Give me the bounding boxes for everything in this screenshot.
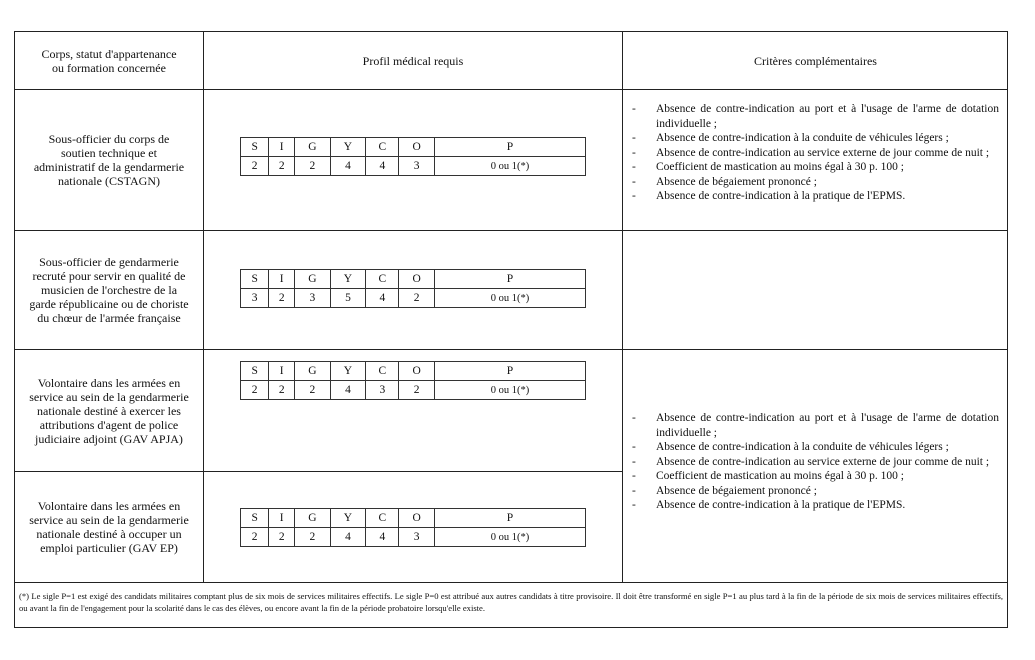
dash-marker: -: [632, 499, 636, 511]
profile-value: 4: [366, 289, 399, 308]
profile-value: 2: [269, 289, 295, 308]
profile-letter: Y: [330, 138, 366, 157]
dash-marker: -: [632, 132, 636, 144]
profile-value: 0 ou 1(*): [434, 528, 585, 547]
profile-value: 3: [295, 289, 331, 308]
profile-letter: P: [434, 270, 585, 289]
criteria-item: - Absence de contre-indication au port et à l'usage de l'arme de dotation individuelle ;: [632, 412, 999, 439]
col-divider: [203, 32, 204, 582]
dash-marker: -: [632, 441, 636, 453]
criteria-item: - Absence de contre-indication à la pratique de l'EPMS.: [632, 190, 906, 202]
profile-value: 4: [330, 381, 366, 400]
profile-value: 2: [269, 157, 295, 176]
profile-value: 0 ou 1(*): [434, 381, 585, 400]
row-label-musicien: Sous-officier de gendarmerie recruté pour servir en qualité de musicien de l'orchestre de la garde républicaine ou de choriste du chœur de l'armée française: [29, 255, 189, 325]
header-criteres: Critères complémentaires: [754, 53, 877, 68]
profile-letter: P: [434, 362, 585, 381]
criteria-item: - Absence de bégaiement prononcé ;: [632, 484, 817, 497]
header-corps: Corps, statut d'appartenance ou formation concernée: [41, 46, 177, 75]
profile-letter: S: [241, 509, 269, 528]
profile-letter: I: [269, 362, 295, 381]
profile-value: 3: [241, 289, 269, 308]
criteria-item: - Absence de contre-indication à la conduite de véhicules légers ;: [632, 441, 949, 453]
profile-value: 2: [241, 157, 269, 176]
criteria-item: - Coefficient de mastication au moins égal à 30 p. 100 ;: [632, 161, 904, 173]
criteria-item: - Absence de contre-indication au service externe de jour comme de nuit ;: [632, 455, 990, 468]
dash-marker: -: [632, 175, 636, 188]
col-divider: [622, 32, 623, 582]
profile-letter: O: [399, 362, 435, 381]
row-label-gav-apja: Volontaire dans les armées en service au sein de la gendarmerie nationale destiné à exercer les attributions d'agent de police judiciaire adjoint (GAV APJA): [29, 375, 189, 446]
dash-marker: -: [632, 190, 636, 202]
criteria-item: - Absence de contre-indication à la conduite de véhicules légers ;: [632, 132, 949, 144]
profile-value: 2: [399, 381, 435, 400]
profile-value: 2: [269, 528, 295, 547]
row-label-gav-ep: Volontaire dans les armées en service au sein de la gendarmerie nationale destiné à occuper un emploi particulier (GAV EP): [29, 499, 189, 555]
row-label-cstagn: Sous-officier du corps de soutien technique et administratif de la gendarmerie nationale (CSTAGN): [33, 132, 185, 188]
row-divider: [15, 582, 1007, 583]
criteria-item: - Absence de contre-indication au port et à l'usage de l'arme de dotation individuelle ;: [632, 103, 999, 130]
profile-letter: I: [269, 270, 295, 289]
profile-value: 0 ou 1(*): [434, 289, 585, 308]
profile-letter: G: [295, 270, 331, 289]
criteria-item: - Absence de contre-indication au service externe de jour comme de nuit ;: [632, 146, 990, 159]
profile-letter: Y: [330, 362, 366, 381]
profile-value: 2: [295, 381, 331, 400]
profile-value: 3: [399, 528, 435, 547]
profile-letter: S: [241, 138, 269, 157]
profile-value: 4: [366, 157, 399, 176]
criteria-item: - Absence de contre-indication à la pratique de l'EPMS.: [632, 499, 906, 511]
profile-value: 0 ou 1(*): [434, 157, 585, 176]
profile-letter: C: [366, 270, 399, 289]
profile-value: 2: [269, 381, 295, 400]
profile-letter: C: [366, 138, 399, 157]
profile-value: 3: [366, 381, 399, 400]
dash-marker: -: [632, 470, 636, 482]
profile-value: 2: [241, 381, 269, 400]
profile-letter: P: [434, 138, 585, 157]
criteria-list-gav: [632, 411, 999, 513]
profile-letter: I: [269, 138, 295, 157]
profile-letter: O: [399, 138, 435, 157]
profile-value: 4: [330, 157, 366, 176]
profile-letter: P: [434, 509, 585, 528]
profile-letter: O: [399, 270, 435, 289]
profile-letter: G: [295, 138, 331, 157]
header-profil: Profil médical requis: [362, 53, 464, 68]
dash-marker: -: [632, 484, 636, 497]
profile-letter: O: [399, 509, 435, 528]
requirements-table: [14, 31, 1008, 628]
profile-grid-cstagn: [240, 137, 586, 176]
profile-letter: I: [269, 509, 295, 528]
criteria-item: - Absence de bégaiement prononcé ;: [632, 175, 817, 188]
footnote: (*) Le sigle P=1 est exigé des candidats militaires comptant plus de six mois de services militaires effectifs. Le sigle P=0 est attribué aux autres candidats à titre provisoire. Il doit être transformé en sigle P=1 au plus tard à la fin de la période de six mois de services militaires effectifs, ou avant la fin de l'engagement pour la scolarité dans le cas des élèves, ou encore avant la fin de la période probatoire lorsqu'elle existe.: [19, 591, 1003, 613]
profile-grid-musicien: [240, 269, 586, 308]
profile-letter: C: [366, 362, 399, 381]
profile-value: 5: [330, 289, 366, 308]
profile-value: 2: [295, 528, 331, 547]
dash-marker: -: [632, 146, 636, 159]
profile-grid-gav-ep: [240, 508, 586, 547]
profile-value: 4: [330, 528, 366, 547]
profile-value: 2: [399, 289, 435, 308]
profile-letter: Y: [330, 270, 366, 289]
criteria-list-cstagn: [632, 102, 999, 204]
dash-marker: -: [632, 455, 636, 468]
profile-letter: C: [366, 509, 399, 528]
profile-letter: G: [295, 509, 331, 528]
profile-letter: S: [241, 362, 269, 381]
profile-value: 2: [295, 157, 331, 176]
criteria-item: - Coefficient de mastication au moins égal à 30 p. 100 ;: [632, 470, 904, 482]
profile-letter: Y: [330, 509, 366, 528]
profile-letter: G: [295, 362, 331, 381]
profile-value: 2: [241, 528, 269, 547]
dash-marker: -: [632, 412, 636, 424]
dash-marker: -: [632, 103, 636, 115]
dash-marker: -: [632, 161, 636, 173]
profile-grid-gav-apja: [240, 361, 586, 400]
profile-value: 3: [399, 157, 435, 176]
profile-value: 4: [366, 528, 399, 547]
profile-letter: S: [241, 270, 269, 289]
